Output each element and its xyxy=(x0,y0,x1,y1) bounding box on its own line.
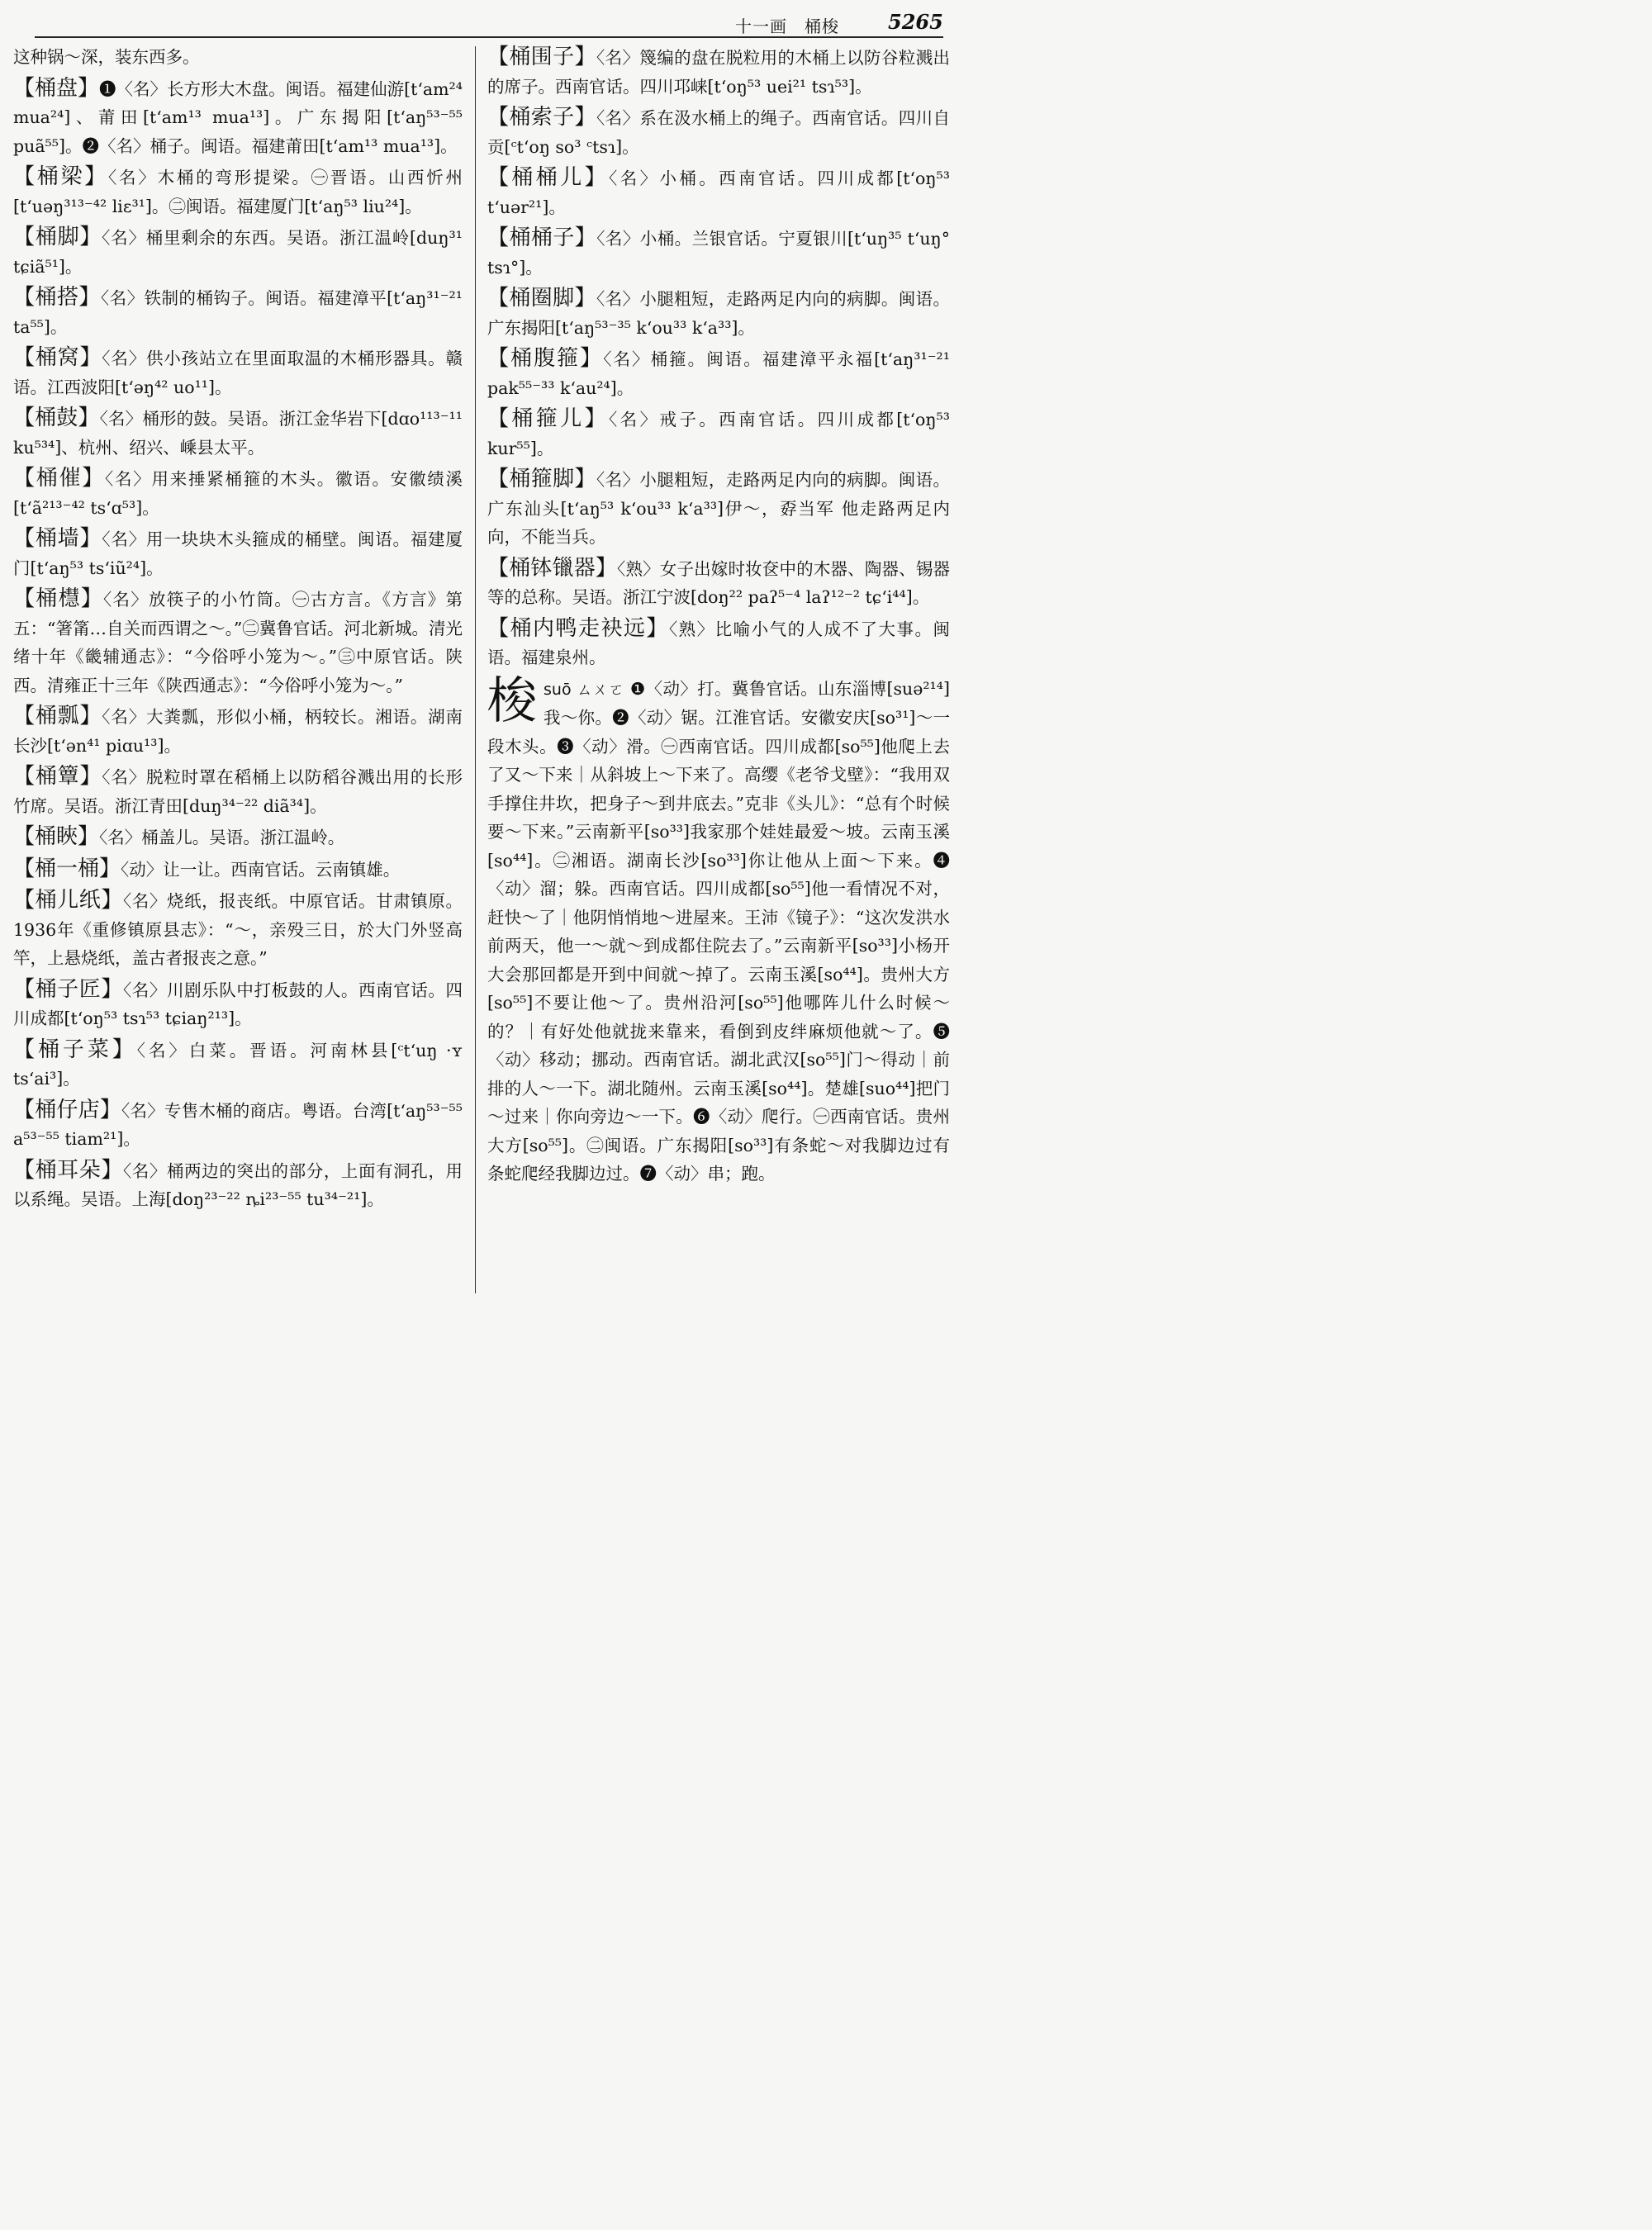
entry xyxy=(13,1036,463,1094)
entry xyxy=(13,855,463,885)
entry-text: 〈名〉铁制的桶钩子。闽语。福建漳平[t‘aŋ³¹⁻²¹ ta⁵⁵]。 xyxy=(13,288,463,337)
char-entry xyxy=(487,671,950,1189)
entry xyxy=(13,464,463,522)
entry xyxy=(13,762,463,820)
right-column xyxy=(487,43,950,1191)
headword: 【桶围子】 xyxy=(487,45,596,69)
headword: 【桶桶子】 xyxy=(487,225,597,250)
entry xyxy=(13,823,463,852)
entry xyxy=(487,554,950,612)
entry xyxy=(487,43,950,101)
entry-text: ❶〈名〉长方形大木盘。闽语。福建仙游[t‘am²⁴ mua²⁴]、莆田[t‘am¹³ mua¹³]。广东揭阳[t‘aŋ⁵³⁻⁵⁵ puã⁵⁵]。❷〈名〉桶子。闽语。福建莆田[t‘am¹³ mua¹³]。 xyxy=(13,78,463,156)
headword: 【桶桶儿】 xyxy=(487,165,610,190)
entry-text: 〈名〉川剧乐队中打板鼓的人。西南官话。四川成都[t‘oŋ⁵³ tsɿ⁵³ tɕiaŋ²¹³]。 xyxy=(13,980,463,1028)
entry-text: 〈名〉桶形的鼓。吴语。浙江金华岩下[dɑo¹¹³⁻¹¹ ku⁵³⁴]、杭州、绍兴、嵊县太平。 xyxy=(13,409,463,458)
entry-text: 〈名〉小腿粗短，走路两足内向的病脚。闽语。广东汕头[t‘aŋ⁵³ k‘ou³³ k‘a³³]伊～，孬当军 他走路两足内向，不能当兵。 xyxy=(487,470,950,547)
entry xyxy=(13,585,463,700)
headword: 【桶窝】 xyxy=(13,345,102,370)
entry xyxy=(13,1156,463,1214)
entry-text: 〈名〉桶两边的突出的部分，上面有洞孔，用以系绳。吴语。上海[doŋ²³⁻²² ȵi²³⁻⁵⁵ tu³⁴⁻²¹]。 xyxy=(13,1160,463,1209)
entry xyxy=(487,465,950,552)
column-divider xyxy=(475,46,476,1293)
headword: 【桶内鸭走袂远】 xyxy=(487,615,669,641)
section-title: 十一画 桶梭 xyxy=(735,17,839,36)
entry-text: 〈名〉系在汲水桶上的绳子。西南官话。四川自贡[ᶜt‘oŋ so³ ᶜtsɿ]。 xyxy=(487,108,950,157)
headword: 【桶瓢】 xyxy=(13,704,102,728)
entry xyxy=(13,163,463,221)
headword: 【桶箍儿】 xyxy=(487,406,610,431)
entry-text: 〈名〉桶盖儿。吴语。浙江温岭。 xyxy=(99,828,345,847)
entry-text: 〈名〉木桶的弯形提梁。㊀晋语。山西忻州[t‘uəŋ³¹³⁻⁴² liɛ³¹]。㊁闽语。福建厦门[t‘aŋ⁵³ liu²⁴]。 xyxy=(13,168,463,216)
entry xyxy=(13,344,463,401)
headword: 【桶一桶】 xyxy=(13,856,121,881)
entry-text: 〈熟〉比喻小气的人成不了大事。闽语。福建泉州。 xyxy=(487,619,950,667)
entry xyxy=(13,975,463,1033)
entry-text: 这种锅～深，装东西多。 xyxy=(13,47,200,67)
headword: 【桶墙】 xyxy=(13,526,102,551)
entry xyxy=(487,103,950,161)
headword: 【桶櫘】 xyxy=(13,586,103,611)
entry-text: 〈名〉小腿粗短，走路两足内向的病脚。闽语。广东揭阳[t‘aŋ⁵³⁻³⁵ k‘ou³³ k‘a³³]。 xyxy=(487,289,950,338)
character-headword: 梭 xyxy=(487,671,537,730)
entry-text: 〈名〉供小孩站立在里面取温的木桶形器具。赣语。江西波阳[t‘əŋ⁴² uo¹¹]。 xyxy=(13,349,463,397)
headword: 【桶搭】 xyxy=(13,285,101,310)
entry xyxy=(13,886,463,973)
entry-text: 〈名〉篾编的盘在脱粒用的木桶上以防谷粒溅出的席子。西南官话。四川邛崃[t‘oŋ⁵³ uei²¹ tsɿ⁵³]。 xyxy=(487,48,950,97)
headword: 【桶盘】 xyxy=(13,75,100,101)
entry-text: 〈名〉专售木桶的商店。粤语。台湾[t‘aŋ⁵³⁻⁵⁵ a⁵³⁻⁵⁵ tiam²¹]。 xyxy=(13,1100,463,1149)
entry xyxy=(487,164,950,221)
entry-text: 〈熟〉女子出嫁时妆奁中的木器、陶器、锡器等的总称。吴语。浙江宁波[doŋ²² paʔ⁵⁻⁴ laʔ¹²⁻² tɕ‘i⁴⁴]。 xyxy=(487,558,950,607)
headword: 【桶子匠】 xyxy=(13,976,123,1002)
entry-text: 〈名〉小桶。西南官话。四川成都[t‘oŋ⁵³ t‘uər²¹]。 xyxy=(487,168,950,217)
entry xyxy=(13,404,463,462)
entry xyxy=(13,702,463,760)
headword: 【桶子菜】 xyxy=(13,1037,137,1062)
entry-text: 〈名〉用一块块木头箍成的桶壁。闽语。福建厦门[t‘aŋ⁵³ ts‘iũ²⁴]。 xyxy=(13,529,463,578)
entry-text: 〈名〉脱粒时罩在稻桶上以防稻谷溅出用的长形竹席。吴语。浙江青田[duŋ³⁴⁻²² diã³⁴]。 xyxy=(13,767,463,816)
entry xyxy=(487,405,950,463)
headword: 【桶索子】 xyxy=(487,105,596,130)
left-column xyxy=(13,43,463,1217)
header-rule xyxy=(35,36,943,38)
entry-text: 〈动〉让一让。西南官话。云南镇雄。 xyxy=(121,859,401,880)
entry xyxy=(487,344,950,402)
entry xyxy=(13,74,463,161)
headword: 【桶腹箍】 xyxy=(487,346,604,371)
entry xyxy=(13,223,463,281)
entry-text: 〈名〉桶里剩余的东西。吴语。浙江温岭[duŋ³¹ tɕiã⁵¹]。 xyxy=(13,228,463,277)
entry-text: 〈名〉白菜。晋语。河南林县[ᶜt‘uŋ ·ʏ ts‘ai³]。 xyxy=(13,1040,463,1089)
entry xyxy=(13,1096,463,1154)
entry-text: ❶〈动〉打。冀鲁官话。山东淄博[suə²¹⁴]我～你。❷〈动〉锯。江淮官话。安徽安庆[so³¹]～一段木头。❸〈动〉滑。㊀西南官话。四川成都[so⁵⁵]他爬上去了又～下来｜从斜坡上～下来了。高缨《老爷戈壁》：“我用双手撑住井坎，把身子～到井底去。”克非《头儿》：“总有个时候要～下来。”云南新平[so³³]我家那个娃娃最爱～坡。云南玉溪[so⁴⁴]。㊁湘语。湖南长沙[so³³]你让他从上面～下来。❹〈动〉溜；躲。西南官话。四川成都[so⁵⁵]他一看情况不对，赶快～了｜他阴悄悄地～进屋来。王沛《镜子》：“这次发洪水前两天，他一～就～到成都住院去了。”云南新平[so³³]小杨开大会那回都是开到中间就～掉了。云南玉溪[so⁴⁴]。贵州大方[so⁵⁵]不要让他～了。贵州沿河[so⁵⁵]他哪阵儿什么时候～的？｜有好处他就拢来靠来，看倒到皮绊麻烦他就～了。❺〈动〉移动；挪动。西南官话。湖北武汉[so⁵⁵]门～得动｜前排的人～一下。湖北随州。云南玉溪[so⁴⁴]。楚雄[suo⁴⁴]把门～过来｜你向旁边～一下。❻〈动〉爬行。㊀西南官话。贵州大方[so⁵⁵]。㊁闽语。广东揭阳[so³³]有条蛇～对我脚边过有条蛇爬经我脚边过。❼〈动〉串；跑。 xyxy=(487,678,950,1184)
entry xyxy=(487,284,950,342)
entry xyxy=(487,614,950,672)
entry xyxy=(13,283,463,341)
headword: 【桶箍脚】 xyxy=(487,467,596,491)
entry-text: 〈名〉小桶。兰银官话。宁夏银川[t‘uŋ³⁵ t‘uŋ° tsɿ°]。 xyxy=(487,229,950,278)
page-header xyxy=(0,0,961,36)
headword: 【桶耳朵】 xyxy=(13,1157,123,1183)
entry-text: 〈名〉烧纸，报丧纸。中原官话。甘肃镇原。1936年《重修镇原县志》：“～，亲殁三日，於大门外竖高竿，上悬烧纸，盖古者报丧之意。” xyxy=(13,891,463,968)
entry-text: 〈名〉戒子。西南官话。四川成都[t‘oŋ⁵³ kur⁵⁵]。 xyxy=(487,410,950,458)
headword: 【桶梁】 xyxy=(13,164,109,189)
headword: 【桶仔店】 xyxy=(13,1097,122,1122)
entry-text: 〈名〉放筷子的小竹筒。㊀古方言。《方言》第五：“箸筩…自关而西谓之～。”㊁冀鲁官话。河北新城。清光绪十年《畿辅通志》：“今俗呼小笼为～。”㊂中原官话。陕西。清雍正十三年《陕西通志》：“今俗呼小笼为～。” xyxy=(13,590,463,695)
headword: 【桶脚】 xyxy=(13,225,102,249)
headword: 【桶儿纸】 xyxy=(13,888,123,913)
headword: 【桶钵镴器】 xyxy=(487,555,618,581)
entry-text: 〈名〉桶箍。闽语。福建漳平永福[t‘aŋ³¹⁻²¹ pak⁵⁵⁻³³ k‘au²⁴]。 xyxy=(487,349,950,398)
page-number: 5265 xyxy=(888,10,943,34)
entry-continuation xyxy=(13,43,463,72)
headword: 【桶䀹】 xyxy=(13,824,100,849)
entry xyxy=(487,224,950,282)
entry-text: 〈名〉大粪瓢，形似小桶，柄较长。湘语。湖南长沙[t‘ən⁴¹ piɑu¹³]。 xyxy=(13,707,463,756)
headword: 【桶催】 xyxy=(13,466,105,491)
pinyin: suō ㄙㄨㄛ xyxy=(544,680,624,699)
entry-text: 〈名〉用来捶紧桶箍的木头。徽语。安徽绩溪[t‘ã²¹³⁻⁴² ts‘ɑ⁵³]。 xyxy=(13,469,463,518)
headword: 【桶圈脚】 xyxy=(487,286,596,311)
headword: 【桶鼓】 xyxy=(13,406,100,430)
entry xyxy=(13,524,463,582)
headword: 【桶簟】 xyxy=(13,764,102,789)
